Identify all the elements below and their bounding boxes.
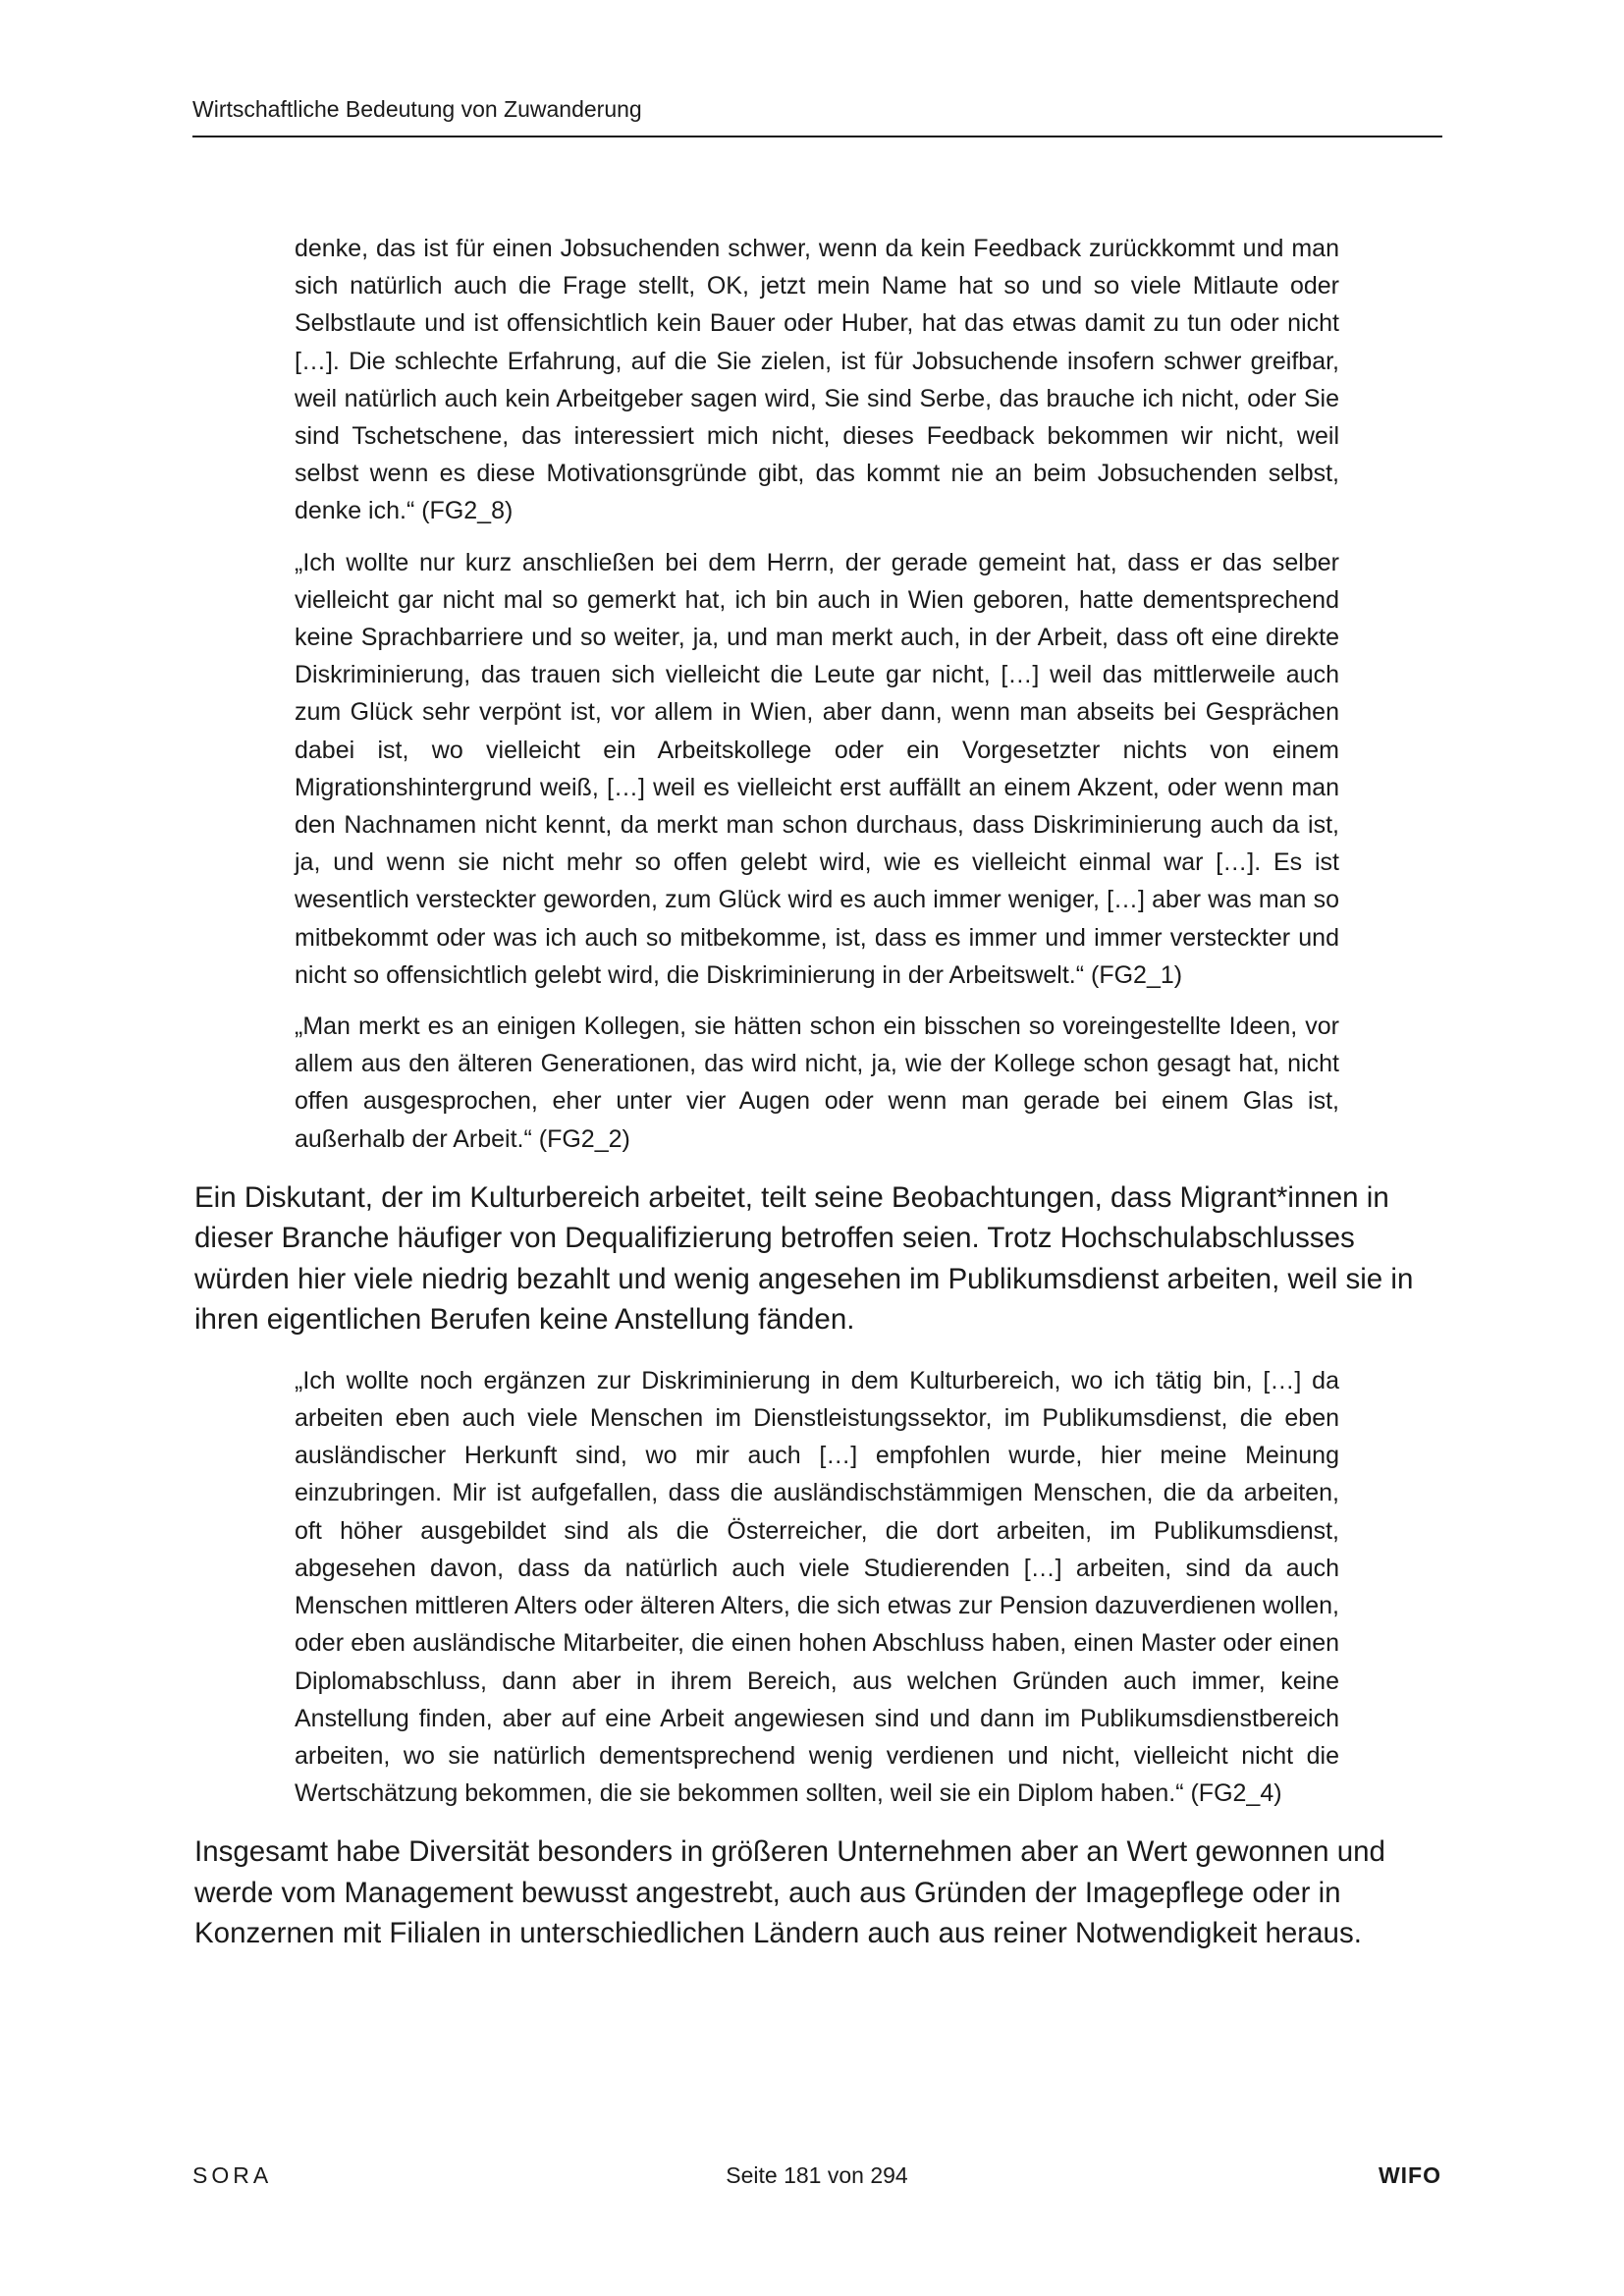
quote-fg2-2: „Man merkt es an einigen Kollegen, sie hätten schon ein bisschen so voreingestellte Ideen, vor allem aus den älteren Generationen, das wird nicht, ja, wie der Kollege schon gesagt hat, nicht offen ausgesprochen, eher unter vier Augen oder wenn man gerade bei einem Glas ist, außerhalb der Arbeit.“ (FG2_2) (295, 1012, 1339, 1153)
quote-fg2-1: „Ich wollte nur kurz anschließen bei dem Herrn, der gerade gemeint hat, dass er das selber vielleicht gar nicht mal so gemerkt hat, ich bin auch in Wien geboren, hatte dementsprechend keine Sprachbarriere und so weiter, ja, und man merkt auch, in der Arbeit, dass oft eine direkte Diskriminierung, das trauen sich vielleicht die Leute gar nicht, […] weil das mittlerweile auch zum Glück sehr verpönt ist, vor allem in Wien, aber dann, wenn man abseits bei Gesprächen dabei ist, wo vielleicht ein Arbeitskollege oder ein Vorgesetzter nichts von einem Migrationshintergrund weiß, […] weil es vielleicht erst auffällt an einem Akzent, oder wenn man den Nachnamen nicht kennt, da merkt man schon durchaus, dass Diskriminierung auch da ist, ja, und wenn sie nicht mehr so offen gelebt wird, wie es vielleicht einmal war […]. Es ist wesentlich versteckter geworden, zum Glück wird es auch immer weniger, […] aber was man so mitbekommt oder was ich auch so mitbekomme, ist, dass es immer und immer versteckter und nicht so offensichtlich gelebt wird, die Diskriminierung in der Arbeitswelt.“ (FG2_1) (295, 548, 1339, 989)
body-paragraph-kulturbereich: Ein Diskutant, der im Kulturbereich arbeitet, teilt seine Beobachtungen, dass Migrant*innen in dieser Branche häufiger von Dequalifizierung betroffen seien. Trotz Hochschulabschlusses würden hier viele niedrig bezahlt und wenig angesehen im Publikumsdienst arbeiten, weil sie in ihren eigentlichen Berufen keine Anstellung fänden. (194, 1180, 1414, 1337)
footer-page-number: Seite 181 von 294 (726, 2162, 908, 2188)
page-footer (192, 2162, 1441, 2196)
page-content (194, 230, 1441, 1954)
header-divider (192, 136, 1442, 137)
footer-wifo-logo: WIFO (1378, 2162, 1441, 2188)
footer-sora-logo: SORA (192, 2162, 273, 2188)
page-header-title: Wirtschaftliche Bedeutung von Zuwanderung (192, 96, 642, 122)
quote-fg2-4: „Ich wollte noch ergänzen zur Diskriminierung in dem Kulturbereich, wo ich tätig bin, […] da arbeiten eben auch viele Menschen im Dienstleistungssektor, im Publikumsdienst, die eben ausländischer Herkunft sind, wo mir auch […] empfohlen wurde, hier meine Meinung einzubringen. Mir ist aufgefallen, dass die ausländischstämmigen Menschen, die da arbeiten, oft höher ausgebildet sind als die Österreicher, die dort arbeiten, im Publikumsdienst, abgesehen davon, dass da natürlich auch viele Studierenden […] arbeiten, sind da auch Menschen mittleren Alters oder älteren Alters, die sich etwas zur Pension dazuverdienen wollen, oder eben ausländische Mitarbeiter, die einen hohen Abschluss haben, einen Master oder einen Diplomabschluss, dann aber in ihrem Bereich, aus welchen Gründen auch immer, keine Anstellung finden, aber auf eine Arbeit angewiesen sind und dann im Publikumsdienstbereich arbeiten, wo sie natürlich dementsprechend wenig verdienen und nicht, vielleicht nicht die Wertschätzung bekommen, die sie bekommen sollten, weil sie ein Diplom haben.“ (FG2_4) (295, 1366, 1339, 1808)
body-paragraph-diversitaet: Insgesamt habe Diversität besonders in größeren Unternehmen aber an Wert gewonnen und werde vom Management bewusst angestrebt, auch aus Gründen der Imagepflege oder in Konzernen mit Filialen in unterschiedlichen Ländern auch aus reiner Notwendigkeit heraus. (194, 1835, 1385, 1950)
quote-fg2-8: denke, das ist für einen Jobsuchenden schwer, wenn da kein Feedback zurückkommt und man sich natürlich auch die Frage stellt, OK, jetzt mein Name hat so und so viele Mitlaute oder Selbstlaute und ist offensichtlich kein Bauer oder Huber, hat das etwas damit zu tun oder nicht […]. Die schlechte Erfahrung, auf die Sie zielen, ist für Jobsuchende insofern schwer greifbar, weil natürlich auch kein Arbeitgeber sagen wird, Sie sind Serbe, das brauche ich nicht, oder Sie sind Tschetschene, das interessiert mich nicht, dieses Feedback bekommen wir nicht, weil selbst wenn es diese Motivationsgründe gibt, das kommt nie an beim Jobsuchenden selbst, denke ich.“ (FG2_8) (295, 235, 1339, 525)
